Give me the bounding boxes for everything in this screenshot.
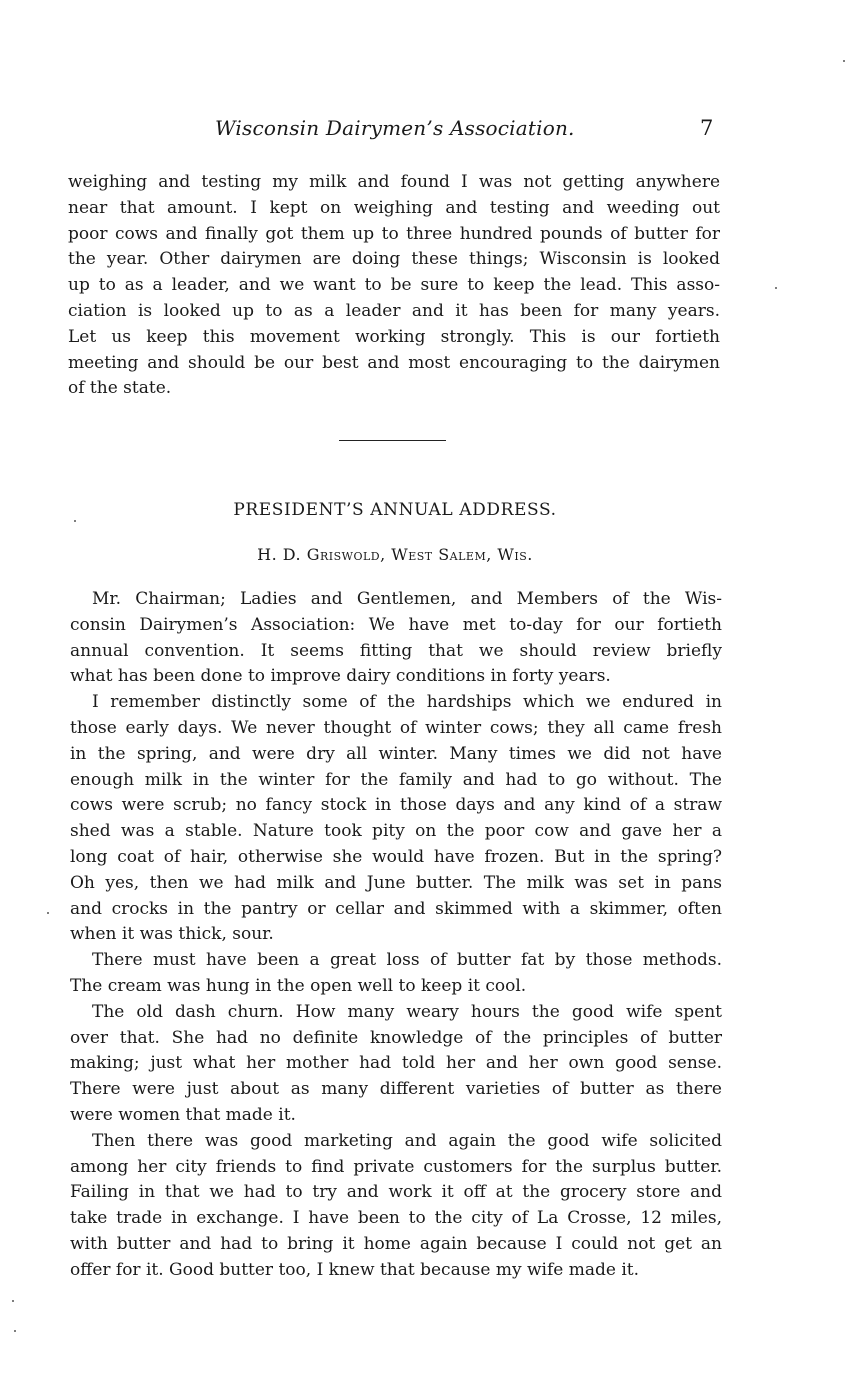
text-line: those early days. We never thought of winter cows; they all came fresh — [70, 717, 722, 738]
text-line: up to as a leader, and we want to be sure to keep the lead. This asso- — [68, 275, 720, 296]
text-line: Mr. Chairman; Ladies and Gentlemen, and Members of the Wis- — [92, 589, 722, 609]
text-line: what has been done to improve dairy conditions in forty years. — [70, 666, 611, 687]
text-line: There were just about as many different varieties of butter as there — [70, 1079, 722, 1100]
text-line: making; just what her mother had told her and her own good sense. — [70, 1053, 722, 1074]
address-body — [70, 587, 722, 1284]
text-line: were women that made it. — [70, 1104, 296, 1125]
text-line: enough milk in the winter for the family and had to go without. The — [70, 769, 722, 790]
text-line: Failing in that we had to try and work it off at the grocery store and — [70, 1182, 722, 1203]
text-line: over that. She had no definite knowledge of the principles of butter — [70, 1027, 722, 1048]
text-line: cows were scrub; no fancy stock in those days and any kind of a straw — [70, 795, 722, 816]
paper-speck — [47, 912, 49, 914]
text-line: Let us keep this movement working strongly. This is our fortieth — [68, 326, 720, 347]
section-title: PRESIDENT’S ANNUAL ADDRESS. — [233, 500, 557, 520]
continued-paragraph — [68, 170, 720, 402]
text-line: consin Dairymen’s Association: We have met to-day for our fortieth — [70, 614, 722, 635]
text-line: There must have been a great loss of butter fat by those methods. — [92, 950, 722, 971]
paper-speck — [775, 287, 777, 289]
text-line: among her city friends to find private customers for the surplus butter. — [70, 1156, 722, 1177]
text-line: near that amount. I kept on weighing and testing and weeding out — [68, 197, 720, 218]
section-divider — [339, 440, 446, 441]
text-line: and crocks in the pantry or cellar and skimmed with a skimmer, often — [70, 898, 722, 919]
text-line: offer for it. Good butter too, I knew that because my wife made it. — [70, 1259, 639, 1280]
text-line: annual convention. It seems fitting that we should review briefly — [70, 640, 722, 661]
paper-speck — [14, 1330, 16, 1332]
text-line: ciation is looked up to as a leader and it has been for many years. — [68, 300, 720, 321]
text-line: I remember distinctly some of the hardships which we endured in — [92, 692, 722, 713]
text-line: take trade in exchange. I have been to the city of La Crosse, 12 miles, — [70, 1208, 722, 1229]
text-line: meeting and should be our best and most encouraging to the dairymen — [68, 352, 720, 373]
text-line: in the spring, and were dry all winter. Many times we did not have — [70, 743, 722, 764]
text-line: poor cows and finally got them up to three hundred pounds of butter for — [68, 223, 720, 244]
text-line: the year. Other dairymen are doing these things; Wisconsin is looked — [68, 249, 720, 270]
text-line: The old dash churn. How many weary hours the good wife spent — [92, 1001, 722, 1022]
paper-speck — [74, 520, 76, 522]
paper-speck — [843, 60, 845, 62]
text-line: when it was thick, sour. — [70, 924, 274, 945]
text-line: with butter and had to bring it home again because I could not get an — [70, 1233, 722, 1254]
text-line: Then there was good marketing and again the good wife solicited — [92, 1130, 722, 1151]
text-line: of the state. — [68, 378, 172, 399]
running-header-title: Wisconsin Dairymen’s Association. — [215, 116, 575, 140]
text-line: Oh yes, then we had milk and June butter. The milk was set in pans — [70, 872, 722, 893]
text-line: shed was a stable. Nature took pity on the poor cow and gave her a — [70, 821, 722, 842]
text-line: long coat of hair, otherwise she would have frozen. But in the spring? — [70, 846, 722, 867]
page-number: 7 — [700, 116, 714, 140]
paper-speck — [12, 1300, 14, 1302]
text-line: weighing and testing my milk and found I was not getting anywhere — [68, 172, 720, 192]
author-byline: H. D. Griswold, West Salem, Wis. — [257, 545, 533, 564]
text-line: The cream was hung in the open well to keep it cool. — [70, 975, 527, 996]
